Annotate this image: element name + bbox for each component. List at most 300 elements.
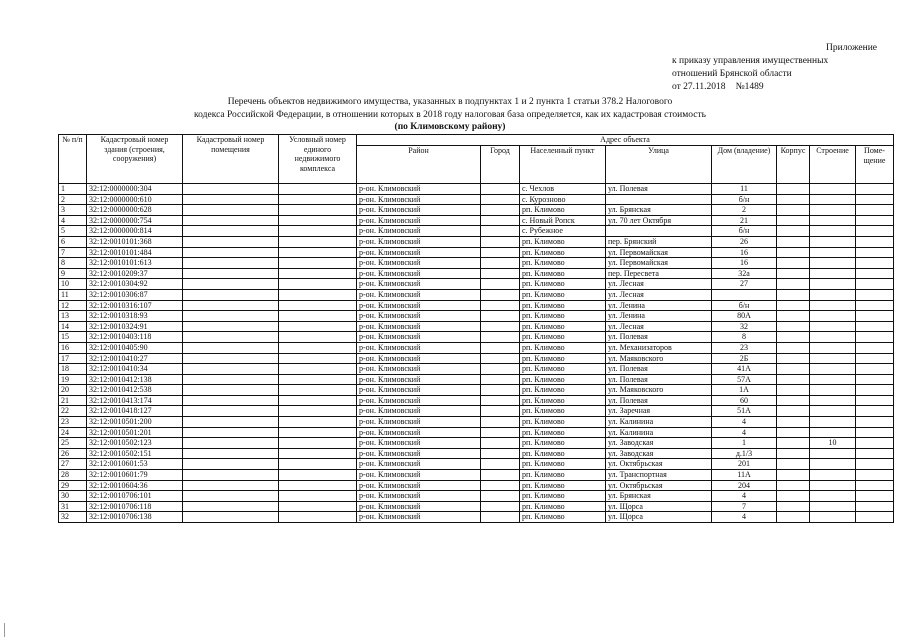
cell-pomeshenie <box>856 226 894 237</box>
cell-pomeshenie <box>856 470 894 481</box>
cell-street: ул. Полевая <box>606 364 712 375</box>
cell-korpus <box>777 289 810 300</box>
cell-city <box>481 448 520 459</box>
table-row <box>59 268 894 279</box>
cell-stroenie <box>810 311 856 322</box>
cell-num: 12 <box>59 300 87 311</box>
table-row <box>59 236 894 247</box>
cell-korpus <box>777 236 810 247</box>
cell-stroenie <box>810 501 856 512</box>
cell-stroenie <box>810 491 856 502</box>
cell-room-cadastral <box>183 279 279 290</box>
cell-num: 3 <box>59 205 87 216</box>
cell-stroenie <box>810 289 856 300</box>
cell-house: 32а <box>712 268 777 279</box>
cell-city <box>481 385 520 396</box>
title-line-1: Перечень объектов недвижимого имущества, указанных в подпунктах 1 и 2 пункта 1 статьи 378.2 Налогового <box>227 97 673 107</box>
cell-house: б/н <box>712 226 777 237</box>
cell-complex-number <box>279 332 357 343</box>
cell-settlement: рп. Климово <box>520 289 606 300</box>
cell-city <box>481 184 520 195</box>
cell-room-cadastral <box>183 205 279 216</box>
cell-street: ул. Лесная <box>606 289 712 300</box>
cell-city <box>481 258 520 269</box>
cell-district: р-он. Климовский <box>357 258 481 269</box>
cell-pomeshenie <box>856 417 894 428</box>
cell-street: ул. Лесная <box>606 321 712 332</box>
header-room-cadastral: Кадастровый номер помещения <box>183 135 279 184</box>
cell-complex-number <box>279 480 357 491</box>
cell-city <box>481 194 520 205</box>
cell-complex-number <box>279 184 357 195</box>
cell-street: ул. Транспортная <box>606 470 712 481</box>
cell-building-cadastral: 32:12:0010101:368 <box>87 236 183 247</box>
cell-korpus <box>777 491 810 502</box>
cell-building-cadastral: 32:12:0010412:538 <box>87 385 183 396</box>
cell-city <box>481 406 520 417</box>
cell-settlement: рп. Климово <box>520 258 606 269</box>
cell-room-cadastral <box>183 438 279 449</box>
cell-settlement: рп. Климово <box>520 417 606 428</box>
cell-street: ул. Щорса <box>606 501 712 512</box>
cell-settlement: рп. Климово <box>520 300 606 311</box>
cell-korpus <box>777 374 810 385</box>
cell-building-cadastral: 32:12:0000000:610 <box>87 194 183 205</box>
cell-settlement: рп. Климово <box>520 205 606 216</box>
cell-city <box>481 491 520 502</box>
cell-korpus <box>777 406 810 417</box>
cell-num: 19 <box>59 374 87 385</box>
cell-building-cadastral: 32:12:0000000:304 <box>87 184 183 195</box>
cell-settlement: рп. Климово <box>520 342 606 353</box>
cell-complex-number <box>279 215 357 226</box>
cell-complex-number <box>279 300 357 311</box>
cell-room-cadastral <box>183 417 279 428</box>
appendix-date-line <box>672 81 877 94</box>
cell-num: 16 <box>59 342 87 353</box>
table-row <box>59 470 894 481</box>
cell-room-cadastral <box>183 501 279 512</box>
table-row <box>59 205 894 216</box>
cell-complex-number <box>279 364 357 375</box>
cell-house: 8 <box>712 332 777 343</box>
cell-stroenie <box>810 300 856 311</box>
cell-korpus <box>777 438 810 449</box>
cell-city <box>481 300 520 311</box>
cell-district: р-он. Климовский <box>357 194 481 205</box>
cell-pomeshenie <box>856 332 894 343</box>
cell-city <box>481 321 520 332</box>
cell-house: 2 <box>712 205 777 216</box>
cell-house: д.1/3 <box>712 448 777 459</box>
cell-room-cadastral <box>183 491 279 502</box>
cell-building-cadastral: 32:12:0010209:37 <box>87 268 183 279</box>
cell-num: 30 <box>59 491 87 502</box>
cell-district: р-он. Климовский <box>357 448 481 459</box>
cell-city <box>481 427 520 438</box>
cell-room-cadastral <box>183 395 279 406</box>
cell-city <box>481 353 520 364</box>
cell-settlement: рп. Климово <box>520 470 606 481</box>
cell-city <box>481 342 520 353</box>
cell-complex-number <box>279 501 357 512</box>
cell-building-cadastral: 32:12:0010304:92 <box>87 279 183 290</box>
cell-num: 15 <box>59 332 87 343</box>
cell-complex-number <box>279 236 357 247</box>
cell-house: 51А <box>712 406 777 417</box>
cell-house: 201 <box>712 459 777 470</box>
cell-building-cadastral: 32:12:0000000:754 <box>87 215 183 226</box>
table-row <box>59 385 894 396</box>
cell-stroenie <box>810 480 856 491</box>
cell-pomeshenie <box>856 395 894 406</box>
cell-district: р-он. Климовский <box>357 332 481 343</box>
cell-korpus <box>777 342 810 353</box>
table-row <box>59 289 894 300</box>
cell-district: р-он. Климовский <box>357 215 481 226</box>
cell-district: р-он. Климовский <box>357 491 481 502</box>
cell-settlement: рп. Климово <box>520 406 606 417</box>
cell-city <box>481 215 520 226</box>
cell-settlement: рп. Климово <box>520 448 606 459</box>
cell-room-cadastral <box>183 268 279 279</box>
cell-num: 8 <box>59 258 87 269</box>
cell-korpus <box>777 480 810 491</box>
cell-district: р-он. Климовский <box>357 417 481 428</box>
cell-num: 7 <box>59 247 87 258</box>
cell-pomeshenie <box>856 353 894 364</box>
cell-street: ул. Механизаторов <box>606 342 712 353</box>
cell-house: 11А <box>712 470 777 481</box>
cell-house <box>712 289 777 300</box>
cell-building-cadastral: 32:12:0010324:91 <box>87 321 183 332</box>
cell-stroenie <box>810 226 856 237</box>
table-row <box>59 491 894 502</box>
cell-settlement: рп. Климово <box>520 247 606 258</box>
cell-pomeshenie <box>856 491 894 502</box>
cell-complex-number <box>279 258 357 269</box>
cell-room-cadastral <box>183 226 279 237</box>
cell-settlement: рп. Климово <box>520 236 606 247</box>
cell-complex-number <box>279 247 357 258</box>
cell-pomeshenie <box>856 289 894 300</box>
cell-city <box>481 459 520 470</box>
cell-city <box>481 311 520 322</box>
cell-pomeshenie <box>856 300 894 311</box>
cell-settlement: рп. Климово <box>520 332 606 343</box>
cell-building-cadastral: 32:12:0010403:118 <box>87 332 183 343</box>
cell-pomeshenie <box>856 279 894 290</box>
cell-house: 32 <box>712 321 777 332</box>
cell-house: 41А <box>712 364 777 375</box>
cell-korpus <box>777 470 810 481</box>
appendix-date: от 27.11.2018 <box>672 82 726 92</box>
cell-settlement: рп. Климово <box>520 385 606 396</box>
cell-city <box>481 236 520 247</box>
cell-pomeshenie <box>856 448 894 459</box>
cell-district: р-он. Климовский <box>357 226 481 237</box>
cell-korpus <box>777 385 810 396</box>
cell-pomeshenie <box>856 268 894 279</box>
cell-complex-number <box>279 194 357 205</box>
cell-district: р-он. Климовский <box>357 438 481 449</box>
cell-complex-number <box>279 406 357 417</box>
cell-house: 21 <box>712 215 777 226</box>
cell-num: 17 <box>59 353 87 364</box>
cell-pomeshenie <box>856 501 894 512</box>
cell-house: 16 <box>712 247 777 258</box>
cell-house: б/н <box>712 194 777 205</box>
cell-street: ул. Полевая <box>606 395 712 406</box>
cell-korpus <box>777 247 810 258</box>
cell-room-cadastral <box>183 480 279 491</box>
cell-street: ул. Калинина <box>606 417 712 428</box>
cell-district: р-он. Климовский <box>357 406 481 417</box>
cell-stroenie <box>810 512 856 523</box>
appendix-department-line: отношений Брянской области <box>672 69 792 79</box>
cell-city <box>481 205 520 216</box>
cell-complex-number <box>279 205 357 216</box>
cell-district: р-он. Климовский <box>357 311 481 322</box>
header-building-cadastral: Кадастровый номер здания (строения, сооружения) <box>87 135 183 184</box>
cell-stroenie <box>810 385 856 396</box>
table-row <box>59 438 894 449</box>
cell-street: пер. Брянский <box>606 236 712 247</box>
cell-settlement: рп. Климово <box>520 353 606 364</box>
cell-city <box>481 226 520 237</box>
cell-street: ул. Первомайская <box>606 258 712 269</box>
table-row <box>59 374 894 385</box>
cell-stroenie <box>810 470 856 481</box>
cell-pomeshenie <box>856 258 894 269</box>
cell-korpus <box>777 215 810 226</box>
cell-building-cadastral: 32:12:0010318:93 <box>87 311 183 322</box>
cell-house: 27 <box>712 279 777 290</box>
cell-korpus <box>777 205 810 216</box>
cell-stroenie <box>810 374 856 385</box>
cell-num: 1 <box>59 184 87 195</box>
cell-city <box>481 470 520 481</box>
cell-settlement: с. Рубежное <box>520 226 606 237</box>
cell-house: 57А <box>712 374 777 385</box>
header-street: Улица <box>606 146 712 184</box>
cell-num: 20 <box>59 385 87 396</box>
cell-building-cadastral: 32:12:0010502:151 <box>87 448 183 459</box>
table-body <box>59 184 894 523</box>
cell-street: пер. Пересвета <box>606 268 712 279</box>
property-table <box>58 134 894 523</box>
cell-building-cadastral: 32:12:0010101:613 <box>87 258 183 269</box>
cell-pomeshenie <box>856 364 894 375</box>
cell-street: ул. Ленина <box>606 300 712 311</box>
cell-building-cadastral: 32:12:0010412:138 <box>87 374 183 385</box>
title-line-2: кодекса Российской Федерации, в отношении которых в 2018 году налоговая база определяется, как их кадастровая стоимость <box>194 109 706 120</box>
cell-stroenie <box>810 342 856 353</box>
cell-num: 23 <box>59 417 87 428</box>
cell-korpus <box>777 311 810 322</box>
cell-num: 24 <box>59 427 87 438</box>
cell-street: ул. Полевая <box>606 184 712 195</box>
cell-num: 25 <box>59 438 87 449</box>
cell-room-cadastral <box>183 247 279 258</box>
cell-settlement: рп. Климово <box>520 279 606 290</box>
cell-korpus <box>777 226 810 237</box>
cell-room-cadastral <box>183 374 279 385</box>
cell-house: 1А <box>712 385 777 396</box>
cell-street: ул. Калинина <box>606 427 712 438</box>
header-settlement: Населенный пункт <box>520 146 606 184</box>
cell-settlement: рп. Климово <box>520 459 606 470</box>
cell-room-cadastral <box>183 470 279 481</box>
cell-pomeshenie <box>856 480 894 491</box>
cell-korpus <box>777 194 810 205</box>
cell-stroenie <box>810 364 856 375</box>
cell-street: ул. Брянская <box>606 205 712 216</box>
cell-room-cadastral <box>183 289 279 300</box>
table-row <box>59 448 894 459</box>
cell-room-cadastral <box>183 215 279 226</box>
table-row <box>59 194 894 205</box>
cell-complex-number <box>279 459 357 470</box>
cell-street: ул. Заречная <box>606 406 712 417</box>
cell-num: 5 <box>59 226 87 237</box>
cell-room-cadastral <box>183 311 279 322</box>
cell-complex-number <box>279 353 357 364</box>
cell-building-cadastral: 32:12:0010706:101 <box>87 491 183 502</box>
cell-pomeshenie <box>856 321 894 332</box>
cell-settlement: рп. Климово <box>520 512 606 523</box>
cell-korpus <box>777 364 810 375</box>
table-row <box>59 184 894 195</box>
cell-building-cadastral: 32:12:0010316:107 <box>87 300 183 311</box>
cell-district: р-он. Климовский <box>357 512 481 523</box>
cell-stroenie <box>810 459 856 470</box>
cell-complex-number <box>279 311 357 322</box>
cell-korpus <box>777 184 810 195</box>
cell-complex-number <box>279 512 357 523</box>
cell-city <box>481 438 520 449</box>
cell-room-cadastral <box>183 258 279 269</box>
cell-street: ул. Первомайская <box>606 247 712 258</box>
cell-korpus <box>777 427 810 438</box>
cell-stroenie <box>810 194 856 205</box>
cell-city <box>481 417 520 428</box>
cell-complex-number <box>279 395 357 406</box>
cell-room-cadastral <box>183 321 279 332</box>
cell-pomeshenie <box>856 342 894 353</box>
cell-settlement: рп. Климово <box>520 427 606 438</box>
cell-korpus <box>777 279 810 290</box>
header-house: Дом (владение) <box>712 146 777 184</box>
table-row <box>59 332 894 343</box>
cell-pomeshenie <box>856 459 894 470</box>
cell-house: 80А <box>712 311 777 322</box>
cell-district: р-он. Климовский <box>357 342 481 353</box>
header-complex-number: Условный номер единого недвижимого комплекса <box>279 135 357 184</box>
table-row <box>59 459 894 470</box>
cell-complex-number <box>279 438 357 449</box>
cell-settlement: рп. Климово <box>520 364 606 375</box>
cell-street: ул. Заводская <box>606 448 712 459</box>
cell-pomeshenie <box>856 311 894 322</box>
cell-complex-number <box>279 385 357 396</box>
cell-district: р-он. Климовский <box>357 205 481 216</box>
title-line-3: (по Климовскому району) <box>394 122 506 132</box>
cell-stroenie <box>810 395 856 406</box>
cell-settlement: рп. Климово <box>520 374 606 385</box>
cell-building-cadastral: 32:12:0010413:174 <box>87 395 183 406</box>
cell-korpus <box>777 268 810 279</box>
cell-district: р-он. Климовский <box>357 427 481 438</box>
cell-house: 23 <box>712 342 777 353</box>
header-address: Адрес объекта <box>357 135 894 146</box>
cell-stroenie: 10 <box>810 438 856 449</box>
cell-korpus <box>777 501 810 512</box>
cell-settlement: рп. Климово <box>520 395 606 406</box>
cell-building-cadastral: 32:12:0010418:127 <box>87 406 183 417</box>
cell-num: 13 <box>59 311 87 322</box>
cell-stroenie <box>810 205 856 216</box>
cell-stroenie <box>810 279 856 290</box>
cell-house: 2Б <box>712 353 777 364</box>
cell-building-cadastral: 32:12:0010502:123 <box>87 438 183 449</box>
cell-building-cadastral: 32:12:0010405:90 <box>87 342 183 353</box>
cell-korpus <box>777 353 810 364</box>
cell-room-cadastral <box>183 427 279 438</box>
table-row <box>59 395 894 406</box>
cell-building-cadastral: 32:12:0010604:36 <box>87 480 183 491</box>
cell-street: ул. Октябрьская <box>606 459 712 470</box>
cell-house: 4 <box>712 417 777 428</box>
table-row <box>59 311 894 322</box>
cell-district: р-он. Климовский <box>357 279 481 290</box>
cell-stroenie <box>810 184 856 195</box>
cell-building-cadastral: 32:12:0010410:27 <box>87 353 183 364</box>
cell-district: р-он. Климовский <box>357 501 481 512</box>
cell-street: ул. Октябрьская <box>606 480 712 491</box>
cell-room-cadastral <box>183 300 279 311</box>
cell-pomeshenie <box>856 205 894 216</box>
cell-room-cadastral <box>183 364 279 375</box>
cell-building-cadastral: 32:12:0010410:34 <box>87 364 183 375</box>
cell-stroenie <box>810 258 856 269</box>
cell-city <box>481 364 520 375</box>
cell-num: 18 <box>59 364 87 375</box>
cell-district: р-он. Климовский <box>357 321 481 332</box>
cell-pomeshenie <box>856 236 894 247</box>
cell-city <box>481 512 520 523</box>
table-row <box>59 406 894 417</box>
cell-stroenie <box>810 353 856 364</box>
cell-pomeshenie <box>856 215 894 226</box>
cell-room-cadastral <box>183 332 279 343</box>
cell-korpus <box>777 332 810 343</box>
cell-house: 204 <box>712 480 777 491</box>
cell-city <box>481 480 520 491</box>
scan-edge-mark <box>4 623 5 637</box>
table-row <box>59 427 894 438</box>
cell-building-cadastral: 32:12:0000000:814 <box>87 226 183 237</box>
cell-korpus <box>777 448 810 459</box>
cell-stroenie <box>810 448 856 459</box>
cell-num: 2 <box>59 194 87 205</box>
cell-complex-number <box>279 342 357 353</box>
table-row <box>59 321 894 332</box>
cell-street: ул. Лесная <box>606 279 712 290</box>
cell-korpus <box>777 300 810 311</box>
cell-num: 26 <box>59 448 87 459</box>
cell-room-cadastral <box>183 353 279 364</box>
